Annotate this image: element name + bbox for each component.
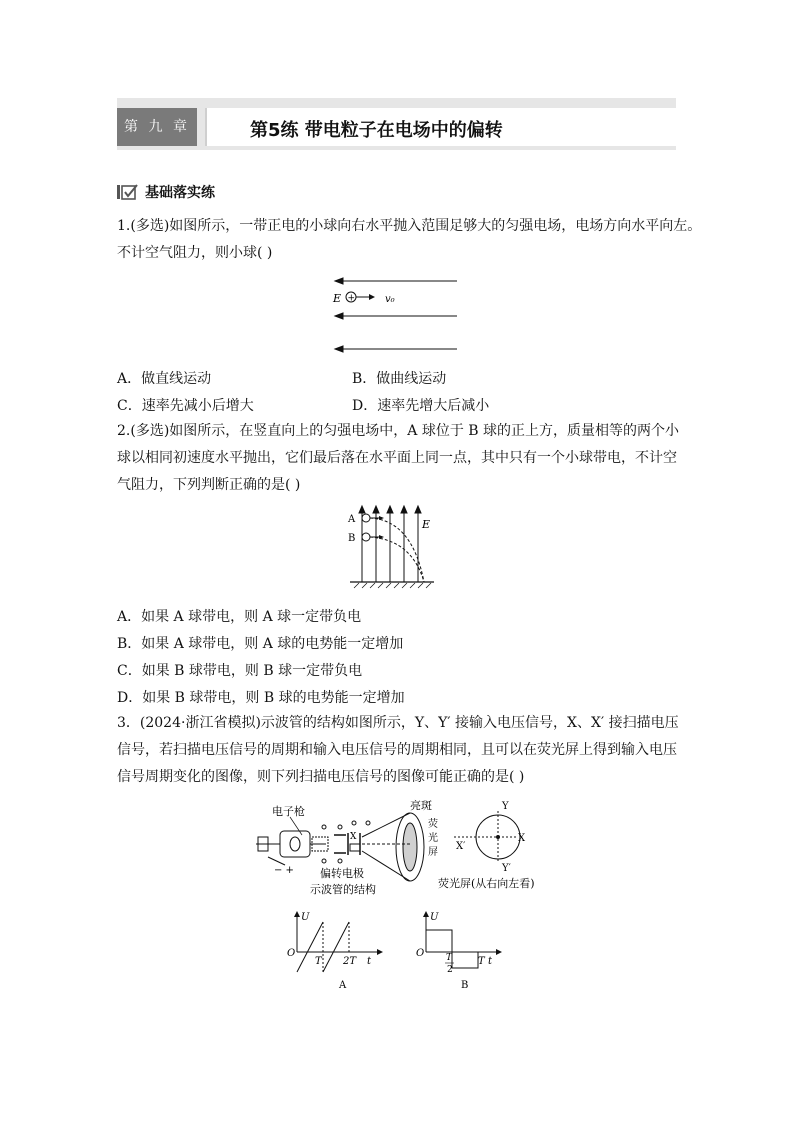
q2-ball-b [362, 533, 370, 541]
page-title: 第5练 带电粒子在电场中的偏转 [250, 120, 503, 141]
q2-ball-a [362, 514, 370, 522]
q2-ball-b-label: B [348, 533, 356, 544]
graph-a-t-axis: t [367, 956, 372, 967]
q2-option-b: B．如果 A 球带电，则 A 球的电势能一定增加 [117, 636, 404, 652]
q3-screen-char-3: 屏 [428, 847, 438, 858]
q1-option-b: B．做曲线运动 [352, 371, 447, 387]
q3-screen-char-1: 荧 [428, 819, 438, 830]
graph-a-origin: O [287, 948, 296, 959]
q3-screen-yp-label: Y′ [502, 863, 511, 874]
q1-figure [325, 272, 465, 356]
q1-line2: 不计空气阻力，则小球( ) [117, 245, 273, 261]
q1-line1: 1.(多选)如图所示，一带正电的小球向右水平抛入范围足够大的匀强电场，电场方向水平向左。 [117, 218, 702, 234]
graph-a-t-tick: T [315, 956, 322, 967]
graph-b-half-num: T [446, 953, 453, 963]
graph-b-label: B [461, 980, 469, 991]
graph-a-label: A [339, 980, 347, 991]
q3-screen-xp-label: X′ [456, 841, 466, 852]
q3-gun-label: 电子枪 [272, 805, 305, 818]
q1-option-d: D．速率先增大后减小 [352, 398, 490, 414]
section-heading [117, 182, 215, 202]
graph-a-u-label: U [301, 912, 310, 923]
graph-b-t-tick: T [478, 956, 485, 967]
q3-caption-right: 荧光屏(从右向左看) [438, 877, 535, 890]
checkbox-icon [117, 184, 139, 200]
graph-b-u-label: U [430, 912, 439, 923]
svg-text:+: + [347, 293, 356, 304]
q3-graph-a [283, 908, 393, 992]
q2-option-c: C．如果 B 球带电，则 B 球一定带负电 [117, 663, 363, 679]
q2-line1: 2.(多选)如图所示，在竖直向上的匀强电场中，A 球位于 B 球的正上方，质量相等的两个小 [117, 423, 680, 439]
q3-caption-left: 示波管的结构 [310, 883, 376, 896]
q3-screen-y-label: Y [502, 801, 509, 812]
q3-graph-b [410, 908, 520, 992]
graph-b-t-axis: t [488, 956, 493, 967]
graph-a-2t-tick: 2T [343, 956, 357, 967]
q3-line3: 信号周期变化的图像，则下列扫描电压信号的图像可能正确的是( ) [117, 769, 525, 785]
q1-field-label: E [333, 292, 342, 305]
q3-plate-x-label: X [350, 832, 357, 842]
q2-line2: 球以相同初速度水平抛出，它们最后落在水平面上同一点，其中只有一个小球带电，不计空 [117, 450, 677, 466]
q2-option-a: A．如果 A 球带电，则 A 球一定带负电 [117, 609, 362, 625]
q3-oscilloscope-figure [250, 797, 550, 897]
graph-b-origin: O [416, 948, 425, 959]
section-title: 基础落实练 [145, 185, 215, 201]
q3-line2: 信号，若扫描电压信号的周期和输入电压信号的周期相同，且可以在荧光屏上得到输入电压 [117, 742, 677, 758]
graph-b-half-den: 2 [447, 965, 453, 975]
q3-screen-char-2: 光 [428, 833, 438, 844]
q1-velocity-label: v₀ [385, 294, 395, 305]
q3-spot-label: 亮斑 [410, 799, 432, 812]
q2-line3: 气阻力，下列判断正确的是( ) [117, 477, 301, 493]
chapter-label: 第 九 章 [117, 108, 197, 146]
svg-text:− +: − + [274, 865, 294, 876]
q2-ball-a-label: A [348, 514, 356, 525]
q3-screen-x-label: X [518, 833, 526, 844]
q1-option-c: C．速率先减小后增大 [117, 398, 254, 414]
q2-option-d: D．如果 B 球带电，则 B 球的电势能一定增加 [117, 690, 405, 706]
q1-option-a: A．做直线运动 [117, 371, 212, 387]
q3-line1: 3．(2024·浙江省模拟)示波管的结构如图所示，Y、Y′ 接输入电压信号，X、X′ 接扫描电压 [117, 715, 679, 731]
q2-field-label: E [422, 518, 431, 531]
q3-electrode-label: 偏转电极 [320, 867, 364, 880]
q2-figure [342, 502, 442, 590]
